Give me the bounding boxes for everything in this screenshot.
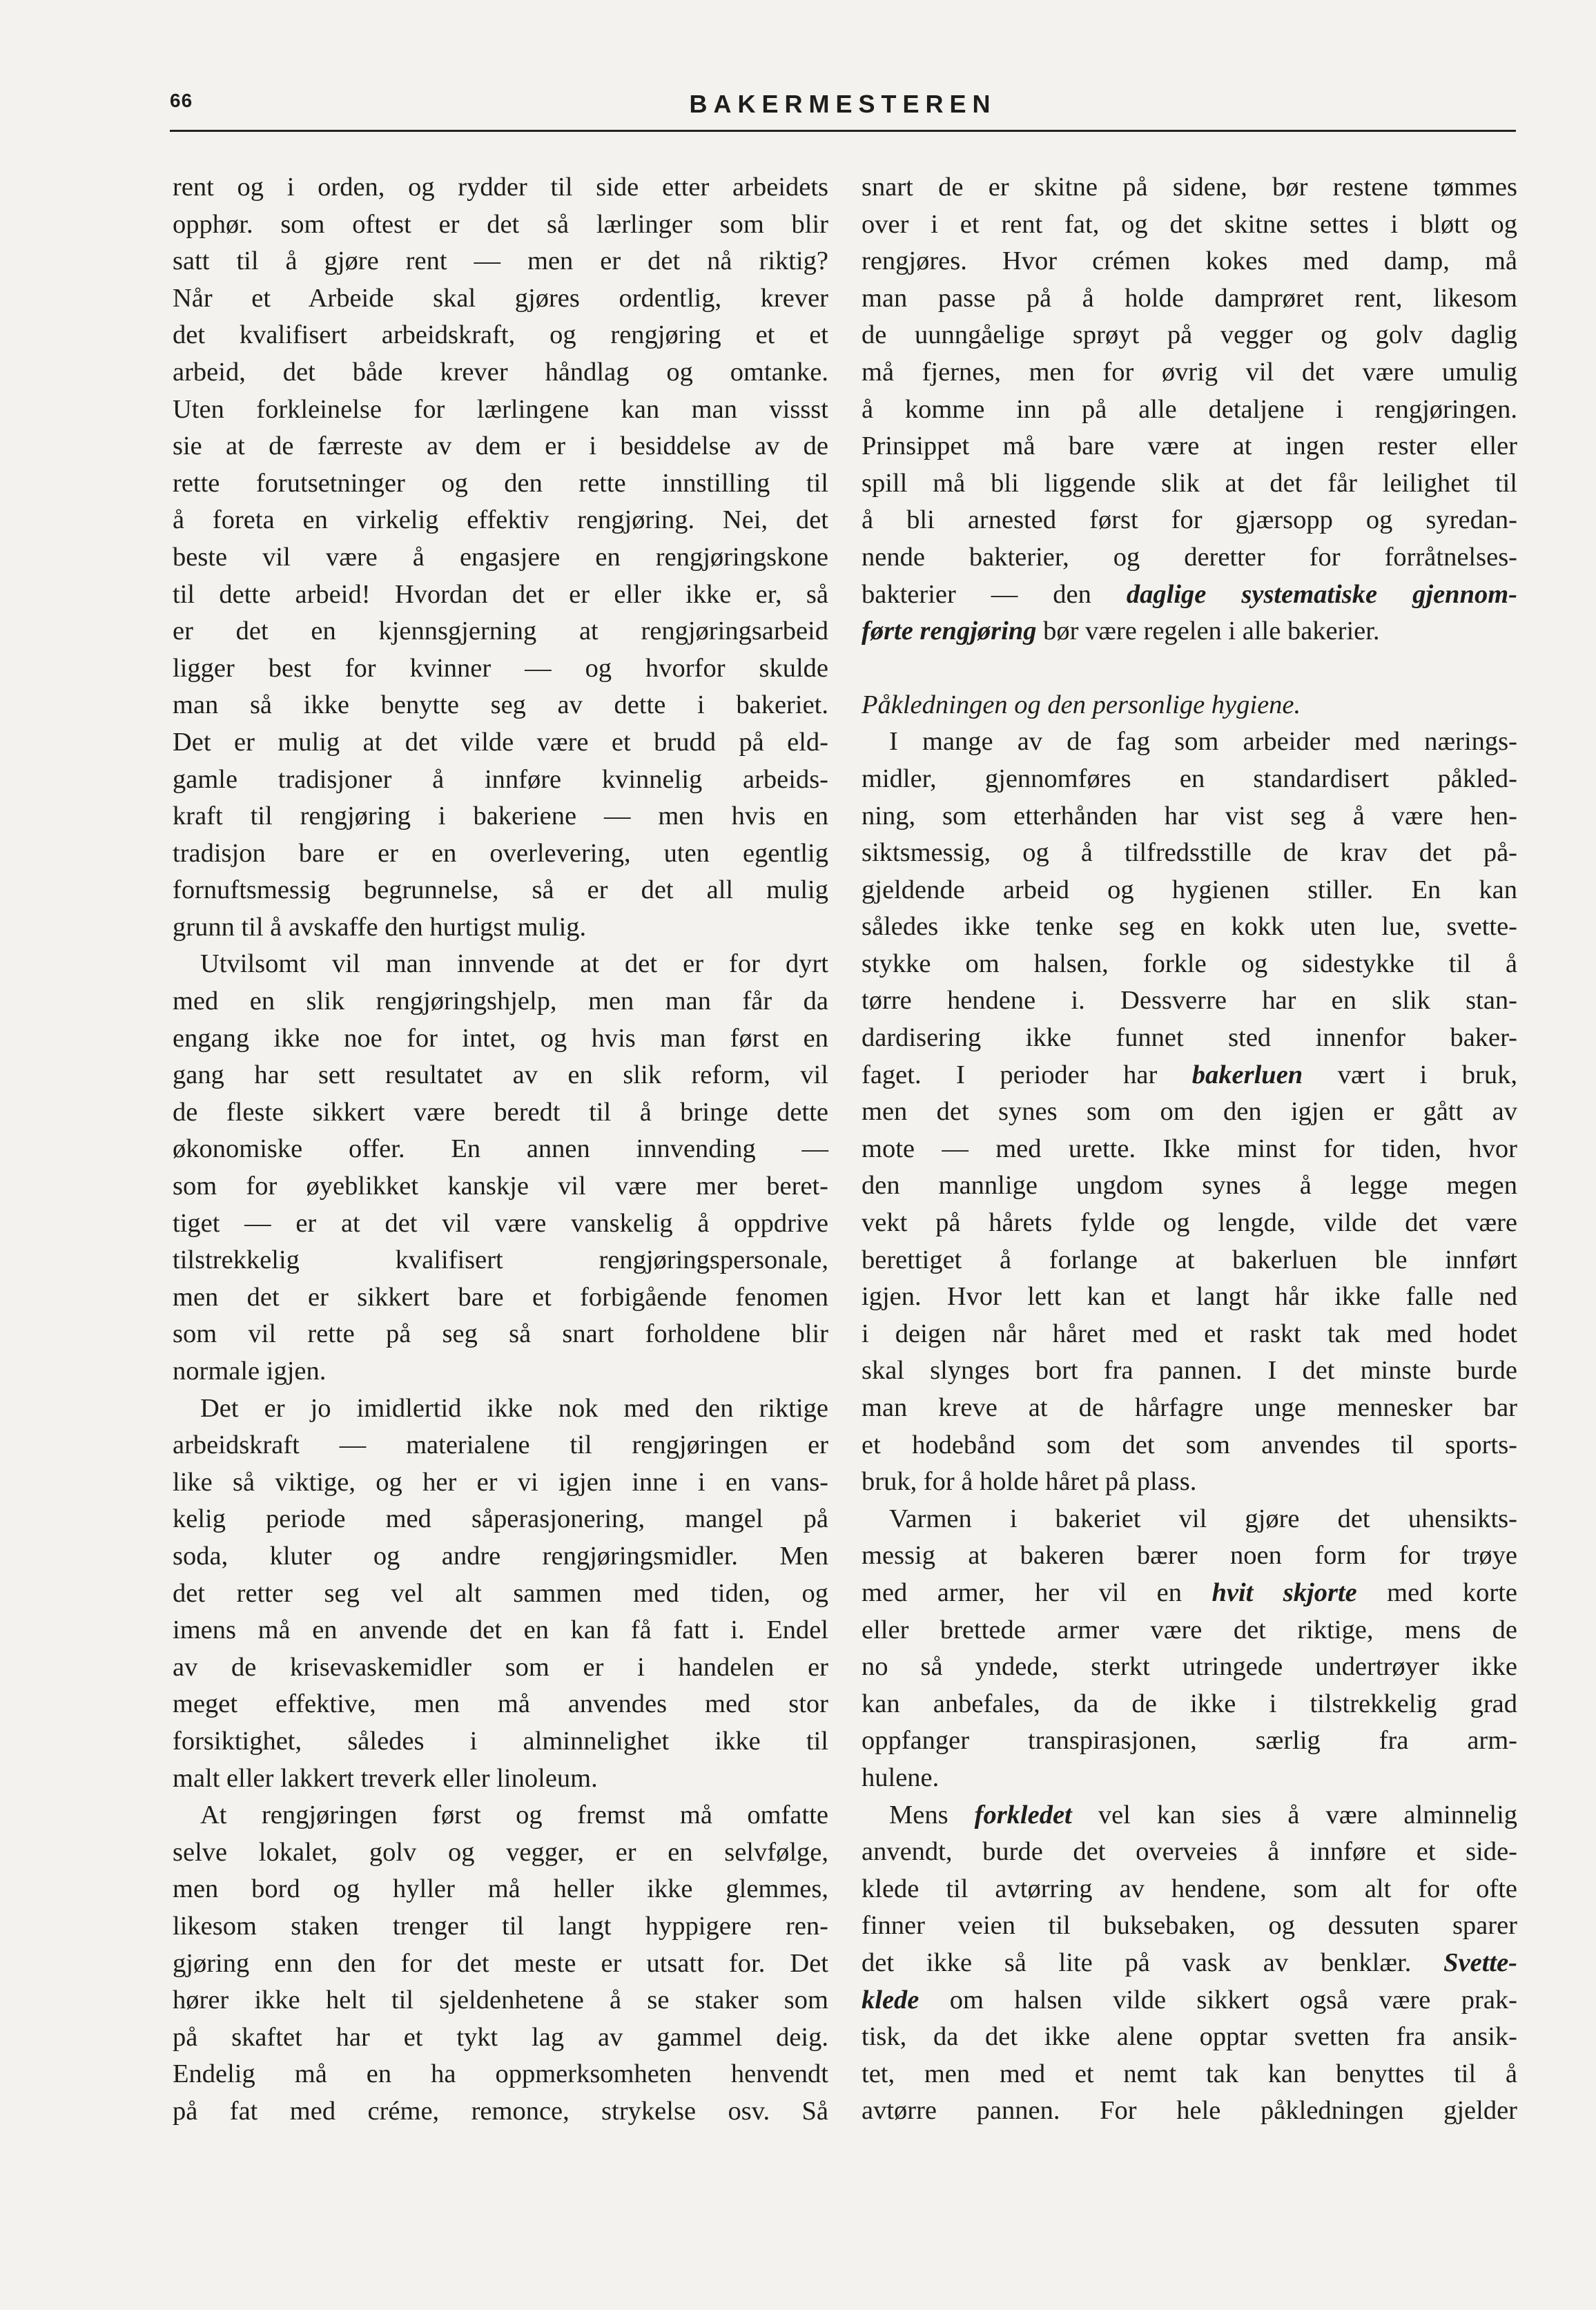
text-line: å bli arnested først for gjærsopp og syredan- <box>862 505 1517 535</box>
text-line: I mange av de fag som arbeider med nærings- <box>889 727 1517 757</box>
text-line: At rengjøringen først og fremst må omfatte <box>200 1801 828 1830</box>
text-line: bruk, for å holde håret på plass. <box>862 1467 1197 1497</box>
text-line: snart de er skitne på sidene, bør restene tømmes <box>862 173 1517 202</box>
text-line: likesom staken trenger til langt hyppigere ren- <box>173 1911 828 1941</box>
text-line: igjen. Hvor lett kan et langt hår ikke falle ned <box>862 1282 1517 1312</box>
emphasis-text: bakerluen <box>1191 1060 1303 1089</box>
text-line: man så ikke benytte seg av dette i bakeriet. <box>173 690 828 720</box>
text-span: vært i bruk, <box>1337 1060 1517 1089</box>
text-line: nende bakterier, og deretter for forråtnelses- <box>862 542 1517 572</box>
text-line: kan anbefales, da de ikke i tilstrekkelig grad <box>862 1689 1517 1718</box>
text-line: tet, men med et nemt tak kan benyttes til å <box>862 2059 1517 2088</box>
text-line: klede til avtørring av hendene, som alt for ofte <box>862 1874 1517 1903</box>
text-line: til dette arbeid! Hvordan det er eller ikke er, så <box>173 579 828 609</box>
text-line: men det er sikkert bare et forbigående fenomen <box>173 1282 828 1312</box>
text-line: fornuftsmessig begrunnelse, så er det all mulig <box>173 875 828 905</box>
text-line: malt eller lakkert treverk eller linoleum. <box>173 1763 598 1793</box>
text-line: må fjernes, men for øvrig vil det være umulig <box>862 357 1517 387</box>
text-line: midler, gjennomføres en standardisert påkled- <box>862 764 1517 793</box>
text-line: anvendt, burde det overveies å innføre et side- <box>862 1837 1517 1867</box>
emphasis-text: førte rengjøring <box>862 617 1037 646</box>
text-line: således ikke tenke seg en kokk uten lue, svette- <box>862 912 1517 942</box>
text-line: avtørre pannen. For hele påkledningen gjelder <box>862 2096 1517 2126</box>
text-line: men det synes som om den igjen er gått av <box>862 1097 1517 1127</box>
text-line: kelig periode med såperasjonering, mangel på <box>173 1504 828 1534</box>
text-line <box>862 1982 1517 2019</box>
text-line: gjeldende arbeid og hygienen stiller. En kan <box>862 875 1517 904</box>
text-line: med en slik rengjøringshjelp, men man får da <box>173 987 828 1016</box>
text-line: som for øyeblikket kanskje vil være mer beret- <box>173 1172 828 1201</box>
emphasis-text: Svette- <box>1443 1948 1517 1977</box>
text-line: gang har sett resultatet av en slik reform, vil <box>173 1060 828 1090</box>
page-number: 66 <box>170 90 193 111</box>
text-line: økonomiske offer. En annen innvending — <box>173 1134 828 1164</box>
text-line: hulene. <box>862 1763 940 1792</box>
text-line: det kvalifisert arbeidskraft, og rengjøring et et <box>173 320 828 350</box>
emphasis-text: hvit skjorte <box>1211 1578 1357 1607</box>
text-line: man passe på å holde damprøret rent, likesom <box>862 283 1517 313</box>
text-line: Uten forkleinelse for lærlingene kan man vissst <box>173 394 828 424</box>
text-line: beste vil være å engasjere en rengjøringskone <box>173 542 828 572</box>
text-line: Endelig må en ha oppmerksomheten henvendt <box>173 2059 828 2089</box>
text-line: Prinsippet må bare være at ingen rester eller <box>862 431 1517 461</box>
text-line: stykke om halsen, forkle og sidestykke til å <box>862 949 1517 978</box>
text-line: de fleste sikkert være beredt til å bringe dette <box>173 1097 828 1127</box>
text-line <box>862 613 1517 650</box>
text-line: tisk, da det ikke alene opptar svetten fra ansik- <box>862 2022 1517 2052</box>
text-line: berettiget å forlange at bakerluen ble innført <box>862 1245 1517 1274</box>
text-line: rette forutsetninger og den rette innstilling til <box>173 468 828 498</box>
section-heading: Påkledningen og den personlige hygiene. <box>862 690 1301 719</box>
text-line: Når et Arbeide skal gjøres ordentlig, krever <box>173 283 828 313</box>
text-line: dardisering ikke funnet sted innenfor baker- <box>862 1023 1517 1053</box>
text-line: tradisjon bare er en overlevering, uten egentlig <box>173 838 828 868</box>
text-line: rent og i orden, og rydder til side etter arbeidets <box>173 173 828 202</box>
text-line: av de krisevaskemidler som er i handelen er <box>173 1652 828 1682</box>
left-column <box>173 169 828 2130</box>
text-line: tilstrekkelig kvalifisert rengjøringspersonale, <box>173 1245 828 1275</box>
text-line: spill må bli liggende slik at det får leilighet til <box>862 468 1517 498</box>
text-line: men bord og hyller må heller ikke glemmes, <box>173 1874 828 1904</box>
text-line: Det er jo imidlertid ikke nok med den riktige <box>200 1393 828 1423</box>
text-span: om halsen vilde sikkert også være prak- <box>949 1985 1517 2015</box>
text-line: forsiktighet, således i alminnelighet ikke til <box>173 1726 828 1756</box>
text-line: Det er mulig at det vilde være et brudd på eld- <box>173 727 828 757</box>
text-span: vel kan sies å være alminnelig <box>1098 1800 1518 1829</box>
text-line: oppfanger transpirasjonen, særlig fra arm- <box>862 1726 1517 1756</box>
text-line: opphør. som oftest er det så lærlinger som blir <box>173 209 828 239</box>
text-line <box>862 1797 1517 1834</box>
text-span: med armer, her vil en <box>862 1578 1183 1607</box>
text-line: vekt på hårets fylde og lengde, vilde det være <box>862 1208 1517 1238</box>
text-line: på skaftet har et tykt lag av gammel deig. <box>173 2022 828 2052</box>
text-line: arbeidskraft — materialene til rengjøringen er <box>173 1430 828 1460</box>
text-line: gjøring enn den for det meste er utsatt for. Det <box>173 1948 828 1978</box>
text-line: grunn til å avskaffe den hurtigst mulig. <box>173 912 587 942</box>
text-line: soda, kluter og andre rengjøringsmidler. Men <box>173 1541 828 1571</box>
text-line: finner veien til buksebaken, og dessuten sparer <box>862 1911 1517 1941</box>
text-line: det retter seg vel alt sammen med tiden, og <box>173 1578 828 1608</box>
text-line: tørre hendene i. Dessverre har en slik stan- <box>862 986 1517 1016</box>
emphasis-text: forkledet <box>974 1800 1072 1829</box>
text-line: rengjøres. Hvor crémen kokes med damp, må <box>862 246 1517 276</box>
text-line: tiget — er at det vil være vanskelig å oppdrive <box>173 1208 828 1238</box>
text-line: imens må en anvende det en kan få fatt i. Endel <box>173 1615 828 1645</box>
text-line: normale igjen. <box>173 1357 327 1386</box>
emphasis-text: daglige systematiske gjennom- <box>1126 579 1517 609</box>
text-line <box>862 576 1517 614</box>
text-line: ligger best for kvinner — og hvorfor skulde <box>173 653 828 683</box>
text-span: faget. I perioder har <box>862 1060 1158 1089</box>
text-line: selve lokalet, golv og vegger, er en selvfølge, <box>173 1837 828 1867</box>
text-line: satt til å gjøre rent — men er det nå riktig? <box>173 246 828 276</box>
text-line: hører ikke helt til sjeldenhetene å se staker som <box>173 1986 828 2015</box>
emphasis-text: klede <box>862 1985 919 2015</box>
text-line: Utvilsomt vil man innvende at det er for dyrt <box>200 949 828 979</box>
text-line: messig at bakeren bærer noen form for trøye <box>862 1541 1517 1571</box>
text-line: mote — med urette. Ikke minst for tiden, hvor <box>862 1134 1517 1163</box>
text-line: no så yndede, sterkt utringede undertrøyer ikke <box>862 1652 1517 1682</box>
running-title: BAKERMESTEREN <box>689 90 997 118</box>
text-line: sie at de færreste av dem er i besiddelse av de <box>173 431 828 461</box>
text-line: de uunngåelige sprøyt på vegger og golv daglig <box>862 320 1517 350</box>
text-line: å komme inn på alle detaljene i rengjøringen. <box>862 394 1517 424</box>
text-line: ning, som etterhånden har vist seg å være hen- <box>862 801 1517 831</box>
text-line: på fat med créme, remonce, strykelse osv. Så <box>173 2096 828 2126</box>
text-line: å foreta en virkelig effektiv rengjøring. Nei, det <box>173 505 828 535</box>
text-line <box>862 1575 1517 1612</box>
text-span: Mens <box>889 1800 948 1829</box>
text-line: kraft til rengjøring i bakeriene — men hvis en <box>173 802 828 831</box>
right-column <box>862 169 1517 2130</box>
header-rule <box>170 130 1516 132</box>
text-line <box>862 1057 1517 1094</box>
text-line: over i et rent fat, og det skitne settes i bløtt og <box>862 209 1517 239</box>
text-span: det ikke så lite på vask av benklær. <box>862 1948 1412 1977</box>
text-span: bakterier — den <box>862 579 1091 609</box>
text-line: siktsmessig, og å tilfredsstille de krav det på- <box>862 838 1517 868</box>
text-line: meget effektive, men må anvendes med stor <box>173 1689 828 1719</box>
text-line: et hodebånd som det som anvendes til sports- <box>862 1430 1517 1459</box>
text-line: i deigen når håret med et raskt tak med hodet <box>862 1319 1517 1348</box>
text-line: den mannlige ungdom synes å legge megen <box>862 1171 1517 1201</box>
text-line: arbeid, det både krever håndlag og omtanke. <box>173 357 828 387</box>
text-line: gamle tradisjoner å innføre kvinnelig arbeids- <box>173 764 828 794</box>
text-line: man kreve at de hårfagre unge mennesker bar <box>862 1393 1517 1422</box>
text-line: eller brettede armer være det riktige, mens de <box>862 1615 1517 1644</box>
text-line: som vil rette på seg så snart forholdene blir <box>173 1319 828 1349</box>
text-line: skal slynges bort fra pannen. I det minste burde <box>862 1356 1517 1386</box>
text-line: er det en kjennsgjerning at rengjøringsarbeid <box>173 617 828 646</box>
text-line: engang ikke noe for intet, og hvis man først en <box>173 1023 828 1053</box>
text-span: bør være regelen i alle bakerier. <box>1043 617 1380 646</box>
text-line: like så viktige, og her er vi igjen inne i en vans- <box>173 1467 828 1497</box>
text-span: med korte <box>1387 1578 1517 1607</box>
page-header <box>170 90 1516 131</box>
text-line: Varmen i bakeriet vil gjøre det uhensikts- <box>889 1504 1517 1533</box>
text-line <box>862 1945 1517 1982</box>
